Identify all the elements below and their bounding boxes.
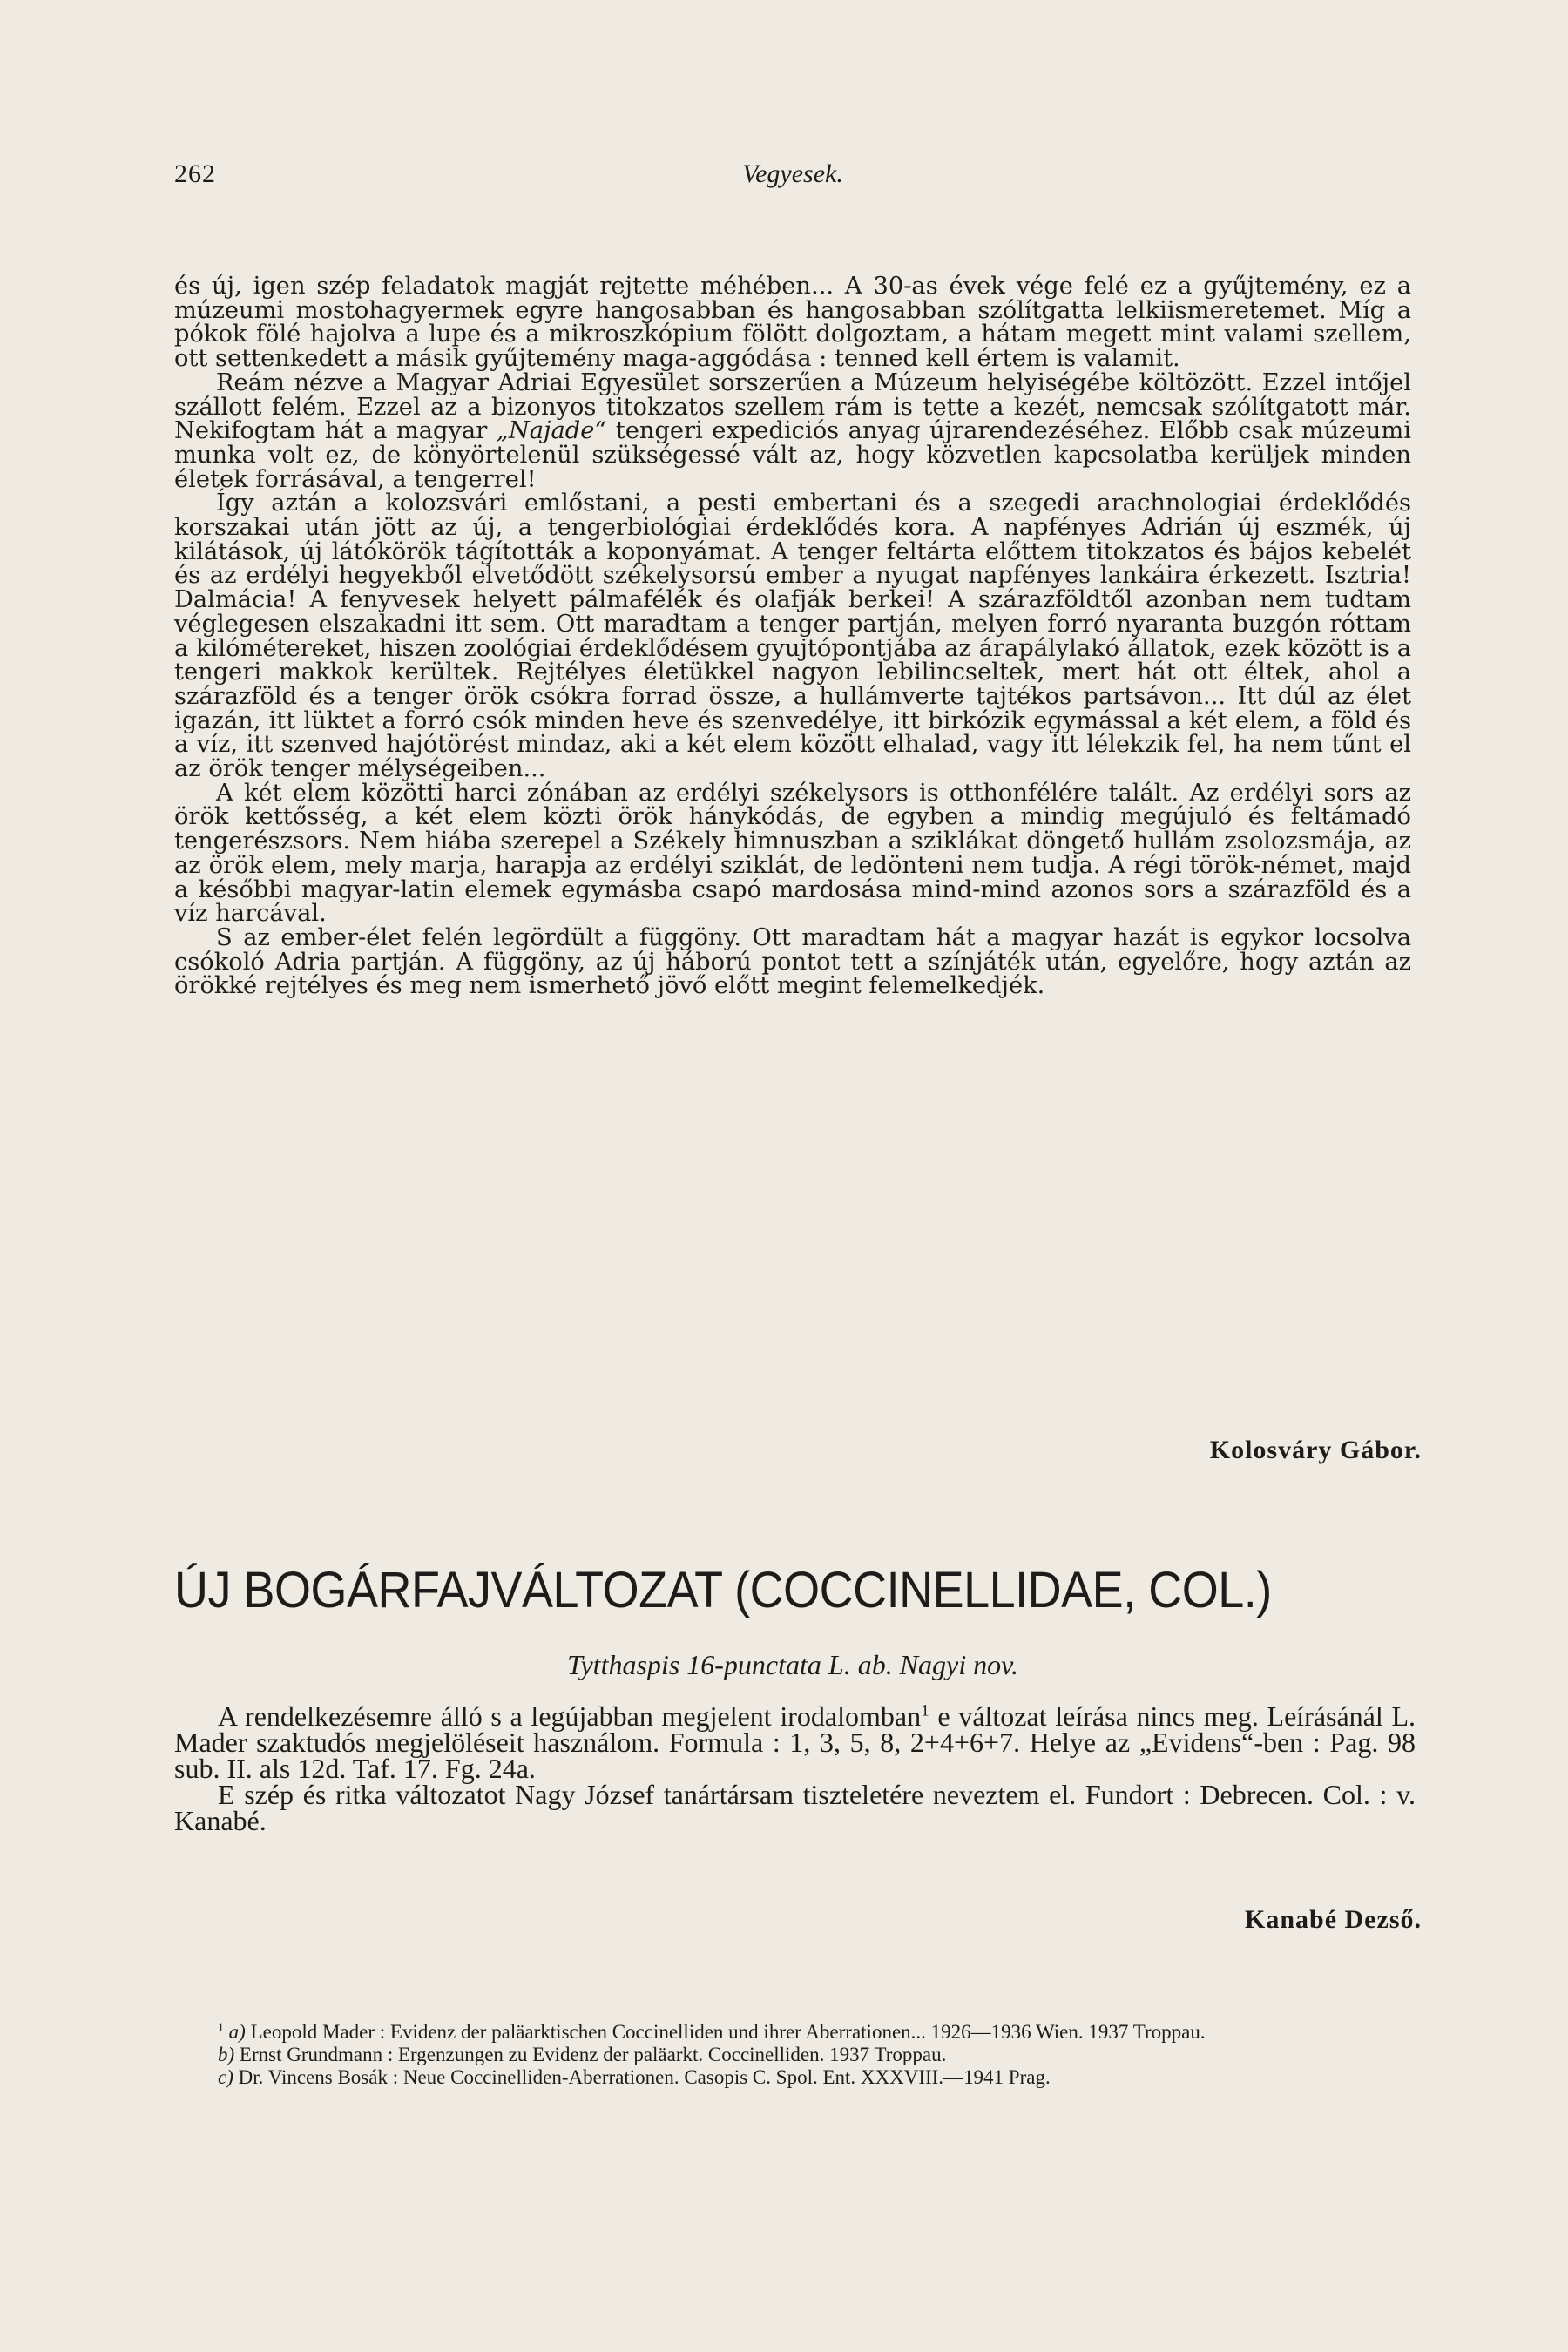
author-signature-kanabe: Kanabé Dezső. — [1245, 1905, 1422, 1934]
footnote-marker: 1 — [921, 1701, 929, 1720]
section-title: Vegyesek. — [742, 159, 843, 188]
footnote-b: b) Ernst Grundmann : Ergenzungen zu Evidenz der paläarkt. Coccinelliden. 1937 Troppau. — [218, 2044, 947, 2065]
paragraph-1: A rendelkezésemre álló s a legújabban megjelent irodalomban$^1$ e változat leírása nincs meg. Leírásánál L. Mader szaktudós megjelöléseit használom. Formula : 1, 3, 5, 8, 2+4+6+7. Helye az „Evidens“-ben : Pag. 98 sub. II. als 12d. Taf. 17. Fg. 24a. — [174, 1700, 1416, 1784]
paragraph-1: és új, igen szép feladatok magját rejtette méhében... A 30-as évek vége felé ez a gyűjtemény, ez a múzeumi mostohagyermek egyre hangosabban és hangosabban szólítgatta lelkiismeretemet. Míg a pókok fölé hajolva a lupe és a mikroszkópium fölött dolgoztam, a hátam megett mint valami szellem, ott settenkedett a másik gyűjtemény maga-aggódása : tenned kell értem is valamit. — [174, 273, 1411, 373]
page-number: 262 — [174, 159, 216, 188]
article-body-kolosvary — [174, 274, 1411, 998]
paragraph-2: E szép és ritka változatot Nagy József tanártársam tiszteletére neveztem el. Fundort : Debrecen. Col. : v. Kanabé. — [174, 1779, 1416, 1836]
paragraph-2: Reám nézve a Magyar Adriai Egyesület sorszerűen a Múzeum helyiségébe költözött. Ezzel intőjel szállott felém. Ezzel az a bizonyos titokzatos szellem rám is tette a kezét, nemcsak szólítgatott már. Nekifogtam hát a magyar „Najade“ tengeri expediciós anyag újrarendezéséhez. Előbb csak múzeumi munka volt ez, de könyörtelenül szükségessé vált az, hogy közvetlen kapcsolatba kerüljek minden életek forrásával, a tengerrel! — [174, 368, 1411, 493]
footnote-c: c) Dr. Vincens Bosák : Neue Coccinelliden-Aberrationen. Casopis C. Spol. Ent. XXXVIII.—1941 Prag. — [218, 2066, 1051, 2088]
paragraph-5: S az ember-élet felén legördült a függöny. Ott maradtam hát a magyar hazát is egykor locsolva csókoló Adria partján. A függöny, az új háború pontot tett a színjáték után, egyelőre, hogy aztán az örökké rejtélyes és meg nem ismerhető jövő előtt megint felemelkedjék. — [174, 923, 1411, 1000]
footnotes — [174, 2021, 1416, 2089]
article-title: ÚJ BOGÁRFAJVÁLTOZAT (COCCINELLIDAE, COL.) — [174, 1562, 1272, 1619]
footnote-a: $^1$ a) Leopold Mader : Evidenz der paläarktischen Coccinelliden und ihrer Aberrationen... 1926—1936 Wien. 1937 Troppau. — [218, 2020, 1206, 2043]
article-subtitle: Tytthaspis 16-punctata L. ab. Nagyi nov. — [567, 1649, 1018, 1680]
article-body-kanabe — [174, 1700, 1416, 1836]
paragraph-4: A két elem közötti harci zónában az erdélyi székelysors is otthonfélére talált. Az erdélyi sors az örök kettősség, a két elem közti örök hánykódás, de egyben a mindig megújuló és feltámadó tengerészsors. Nem hiába szerepel a Székely himnuszban a sziklákat döngető hullám zsolozsmája, az az örök elem, mely marja, harapja az erdélyi sziklát, de ledönteni nem tudja. A régi török-német, majd a későbbi magyar-latin elemek egymásba csapó mardosása mind-mind azonos sors a szárazföld és a víz harcával. — [174, 779, 1411, 928]
author-signature-kolosvary: Kolosváry Gábor. — [1209, 1436, 1422, 1464]
running-head — [174, 159, 1411, 194]
paragraph-3: Így aztán a kolozsvári emlőstani, a pesti embertani és a szegedi arachnologiai érdeklődés korszakai után jött az új, a tengerbiológiai érdeklődés kora. A napfényes Adrián új eszmék, új kilátások, új látókörök tágították a koponyámat. A tenger feltárta előttem titokzatos és bájos kebelét és az erdélyi hegyekből elvetődött székelysorsú ember a nyugat napfényes lankáira érkezett. Isztria! Dalmácia! A fenyvesek helyett pálmafélék és olafják berkei! A szárazföldtől azonban nem tudtam véglegesen elszakadni itt sem. Ott maradtam a tenger partján, melyen forró nyaranta buzgón róttam a kilómétereket, hiszen zoológiai érdeklődésem gyujtópontjába az árapálylakó állatok, ezek között is a tengeri makkok kerültek. Rejtélyes életükkel nagyon lebilincseltek, mert hát ott éltek, ahol a szárazföld és a tenger örök csókra forrad össze, a hullámverte tajtékos partsávon... Itt dúl az élet igazán, itt lüktet a forró csók minden heve és szenvedélye, itt birkózik egymással a két elem, a föld és a víz, itt szenved hajótörést mindaz, aki a két elem között elhalad, vagy itt lélekzik fel, ha nem tűnt el az örök tenger mélységeiben... — [174, 490, 1411, 783]
najade-ship-name: „Najade“ — [496, 417, 607, 445]
